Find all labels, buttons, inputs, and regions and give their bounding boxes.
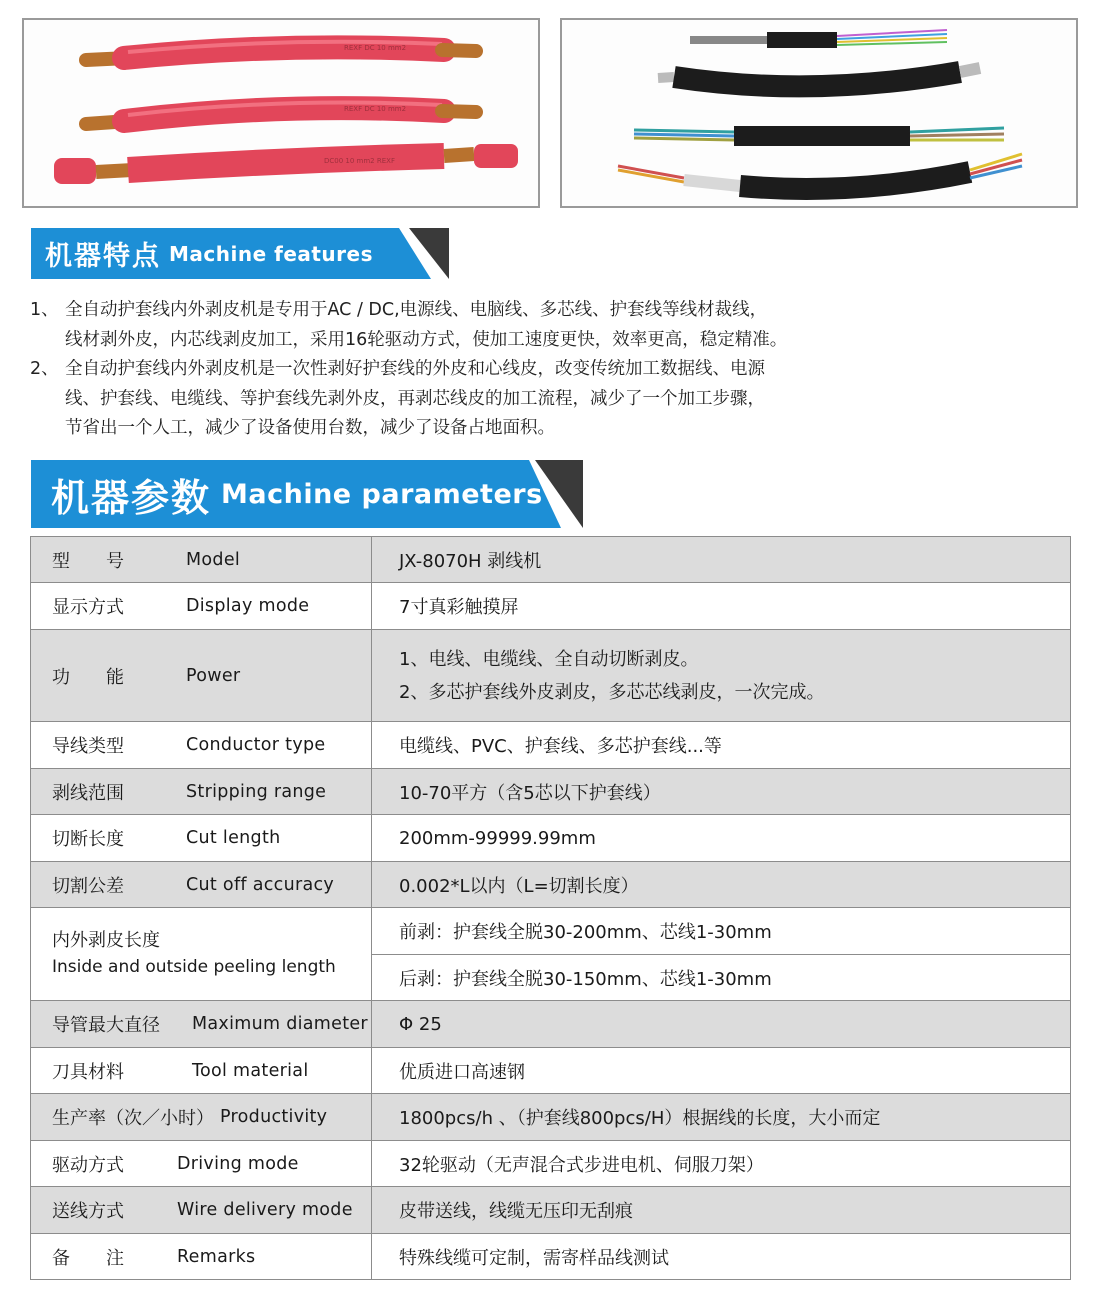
param-value: 1800pcs/h 、（护套线800pcs/H）根据线的长度，大小而定 [372, 1094, 1071, 1141]
feature-line: 线、护套线、电缆线、等护套线先剥外皮，再剥芯线皮的加工流程，减少了一个加工步骤， [65, 388, 765, 409]
param-value: 7寸真彩触摸屏 [372, 583, 1071, 630]
feature-item [30, 355, 1070, 444]
params-table [30, 536, 1071, 1280]
param-label-en: Driving mode [177, 1153, 299, 1174]
red-cables-photo [22, 18, 540, 208]
black-cables-photo [560, 18, 1078, 208]
param-label-cn: 显示方式 [52, 597, 124, 618]
param-value-line: 2、多芯护套线外皮剥皮，多芯芯线剥皮，一次完成。 [399, 681, 825, 703]
table-row [31, 1001, 1071, 1048]
red-cable-1 [86, 42, 476, 60]
param-label-en: Remarks [177, 1246, 256, 1267]
svg-text:REXF DC 10 mm2: REXF DC 10 mm2 [344, 44, 407, 52]
param-label-cn: 生产率（次／小时） [52, 1108, 214, 1129]
param-label-cn: 刀具材料 [52, 1061, 124, 1083]
black-cable-4 [618, 154, 1022, 189]
param-label-en: Productivity [220, 1107, 328, 1127]
table-row [31, 1141, 1071, 1187]
param-value: 优质进口高速钢 [372, 1048, 1071, 1094]
features-banner [31, 228, 449, 279]
table-row [31, 815, 1071, 862]
param-label-en: Inside and outside peeling length [52, 957, 336, 977]
table-row [31, 1048, 1071, 1094]
black-cable-2 [658, 68, 980, 86]
table-row [31, 722, 1071, 769]
param-label-cn: 送线方式 [52, 1201, 124, 1222]
black-cable-1 [690, 30, 947, 45]
features-title-cn: 机器特点 [45, 241, 161, 272]
param-label-en: Display mode [186, 596, 310, 616]
param-value: JX-8070H 剥线机 [372, 537, 1071, 583]
param-label-en: Power [186, 665, 241, 686]
param-label-en: Conductor type [186, 735, 326, 755]
param-label-cn: 功 能 [52, 666, 124, 688]
param-label-cn: 型 号 [52, 550, 124, 572]
table-row [31, 769, 1071, 815]
params-banner [31, 460, 583, 528]
feature-number: 1、 [30, 300, 59, 320]
param-label-cn: 驱动方式 [52, 1154, 124, 1176]
table-row [31, 537, 1071, 583]
params-title-en: Machine parameters [221, 478, 543, 510]
svg-text:REXF DC 10 mm2: REXF DC 10 mm2 [344, 105, 407, 113]
table-row [31, 1234, 1071, 1280]
param-label-en: Stripping range [186, 781, 327, 802]
param-value: 皮带送线，线缆无压印无刮痕 [372, 1187, 1071, 1234]
table-row [31, 862, 1071, 908]
red-cable-3 [54, 144, 518, 184]
table-row [31, 1094, 1071, 1141]
feature-line: 线材剥外皮，内芯线剥皮加工，采用16轮驱动方式，使加工速度更快，效率更高，稳定精准。 [65, 329, 788, 350]
param-label-cn: 备 注 [52, 1247, 124, 1269]
feature-line: 全自动护套线内外剥皮机是专用于AC / DC,电源线、电脑线、多芯线、护套线等线材裁线， [65, 300, 768, 320]
param-value: 0.002*L以内（L=切割长度） [372, 862, 1071, 908]
param-label-cn: 导管最大直径 [52, 1015, 160, 1036]
params-title-cn: 机器参数 [51, 475, 212, 520]
param-label-en: Maximum diameter [192, 1014, 368, 1034]
param-label-cn: 内外剥皮长度 [52, 930, 160, 951]
param-label-en: Model [186, 549, 241, 570]
svg-text:DC00 10 mm2 REXF: DC00 10 mm2 REXF [324, 157, 395, 165]
param-label-cn: 剥线范围 [52, 782, 124, 804]
param-value: 10-70平方（含5芯以下护套线） [372, 769, 1071, 815]
feature-line: 全自动护套线内外剥皮机是一次性剥好护套线的外皮和心线皮，改变传统加工数据线、电源 [65, 359, 765, 379]
param-value: 32轮驱动（无声混合式步进电机、伺服刀架） [372, 1141, 1071, 1187]
param-label-cn: 切割公差 [52, 875, 124, 897]
param-value-line: 1、电线、电缆线、全自动切断剥皮。 [399, 648, 699, 670]
features-list [30, 296, 1070, 444]
param-value: Φ 25 [372, 1001, 1071, 1048]
feature-line: 节省出一个人工，减少了设备使用台数，减少了设备占地面积。 [65, 418, 555, 438]
table-row [31, 908, 1071, 955]
features-title-en: Machine features [169, 241, 374, 266]
black-cable-3 [634, 128, 1004, 140]
feature-item [30, 296, 1070, 355]
red-cable-2 [86, 103, 476, 124]
table-row [31, 583, 1071, 630]
param-value: 前剥：护套线全脱30-200mm、芯线1-30mm [372, 908, 1071, 955]
param-label-en: Cut off accuracy [186, 874, 335, 895]
param-label-en: Cut length [186, 828, 281, 848]
param-value: 特殊线缆可定制，需寄样品线测试 [372, 1234, 1071, 1280]
param-value: 后剥：护套线全脱30-150mm、芯线1-30mm [372, 955, 1071, 1001]
table-row [31, 630, 1071, 722]
param-value: 电缆线、PVC、护套线、多芯护套线...等 [372, 722, 1071, 769]
param-label-cn: 切断长度 [52, 829, 124, 850]
param-label-en: Wire delivery mode [177, 1200, 353, 1220]
param-label-en: Tool material [192, 1060, 309, 1081]
param-value: 200mm-99999.99mm [372, 815, 1071, 862]
param-label-cn: 导线类型 [52, 736, 124, 757]
table-row [31, 1187, 1071, 1234]
feature-number: 2、 [30, 359, 59, 379]
